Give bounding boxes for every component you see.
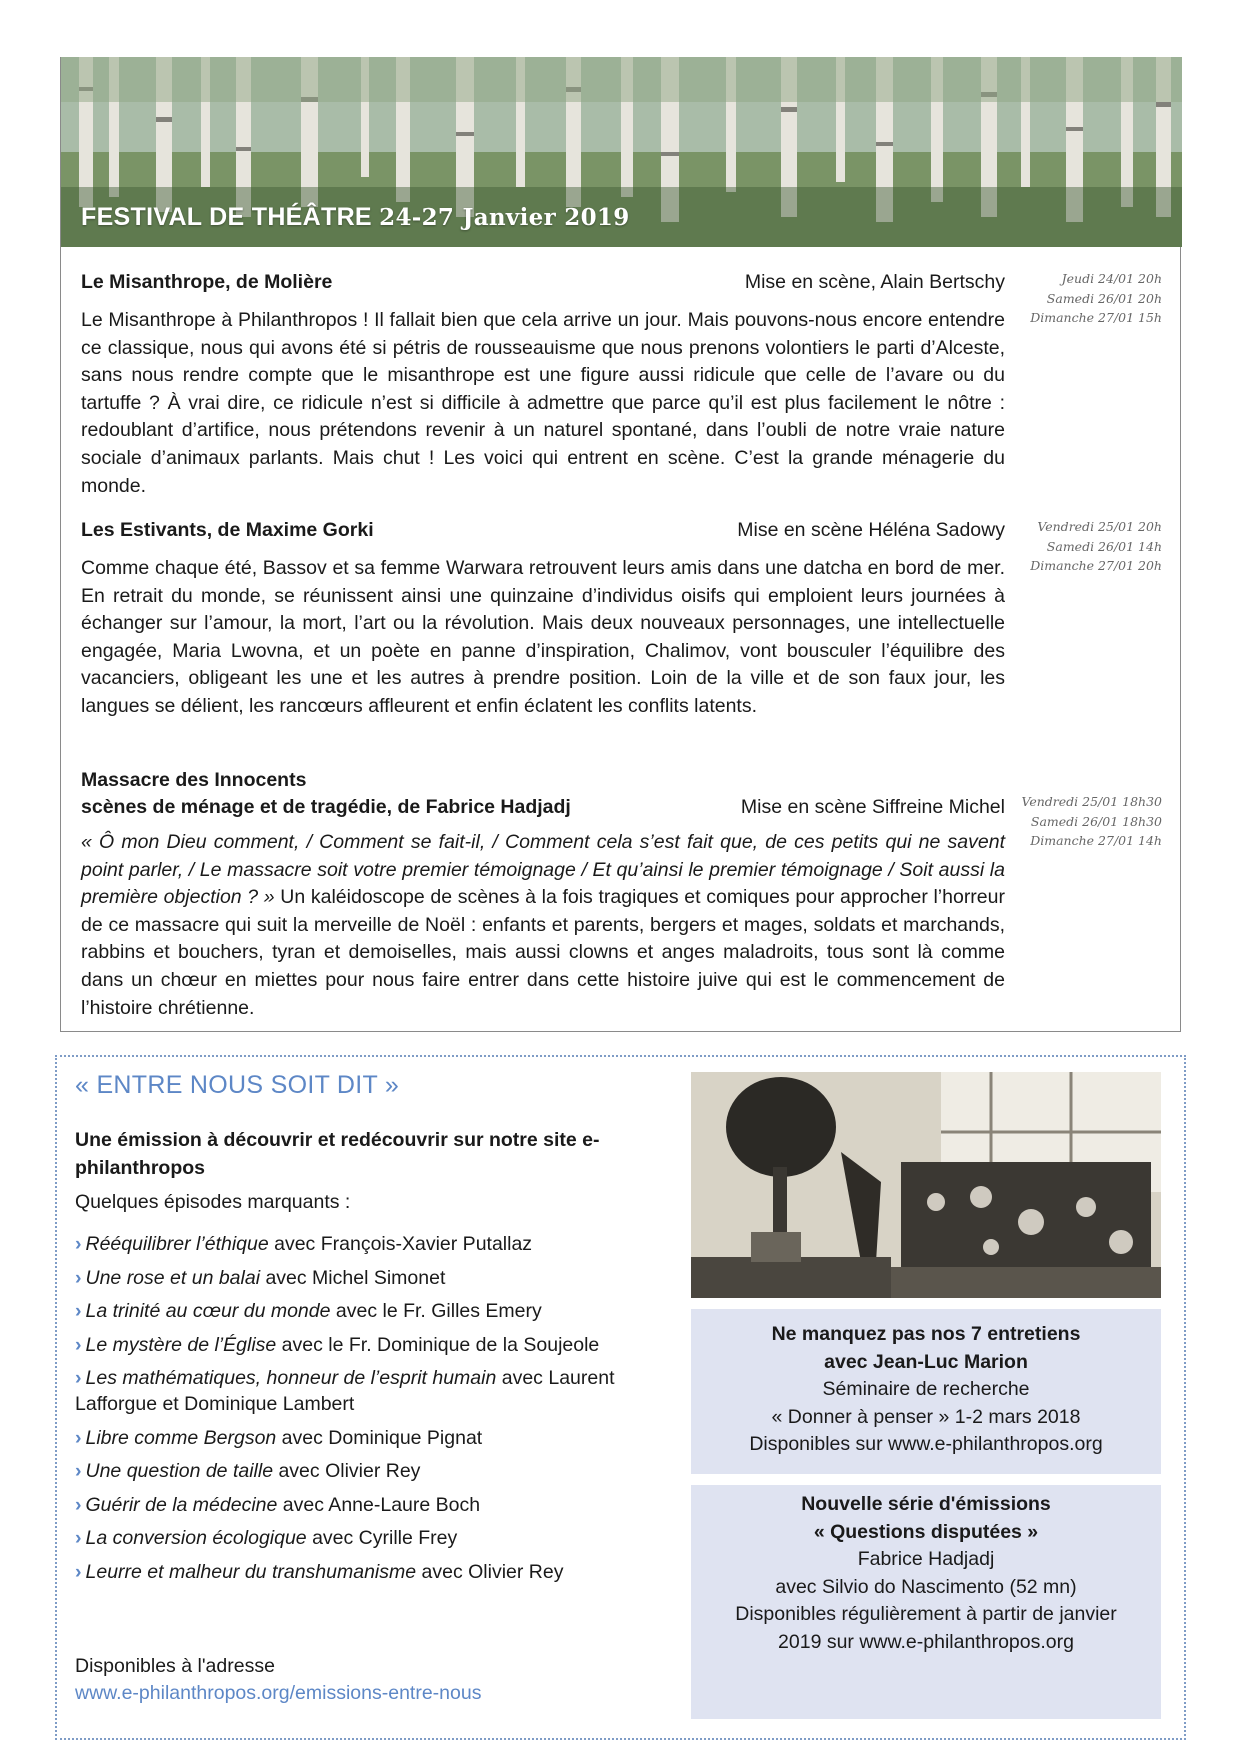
festival-title: [81, 203, 630, 232]
play-director: Mise en scène Héléna Sadowy: [737, 519, 1005, 541]
episode-title: Rééquilibrer l’éthique: [85, 1233, 269, 1255]
episode-title: Guérir de la médecine: [85, 1493, 278, 1516]
episode-guest: avec Dominique Pignat: [276, 1426, 483, 1449]
play-director: Mise en scène Siffreine Michel: [740, 796, 1005, 818]
marion-line-4: « Donner à penser » 1-2 mars 2018: [771, 1405, 1081, 1428]
episode-item: [75, 1425, 635, 1451]
play-schedule: [1012, 517, 1162, 576]
birch-forest-banner: [61, 57, 1182, 247]
play-director: Mise en scène, Alain Bertschy: [744, 271, 1005, 293]
episode-item: [75, 1365, 635, 1417]
episode-title: Les mathématiques, honneur de l’esprit humain: [85, 1367, 497, 1389]
episode-list: [75, 1231, 635, 1592]
play-schedule: [1012, 792, 1162, 851]
vintage-radio-photo: [691, 1072, 1161, 1298]
episode-item: [75, 1231, 635, 1257]
marion-line-3: Séminaire de recherche: [822, 1378, 1030, 1400]
chevron-right-icon: ›: [75, 1367, 82, 1389]
marion-line-1: Ne manquez pas nos 7 entretiens: [771, 1323, 1081, 1345]
play-header: [81, 519, 1005, 547]
questions-line-2: « Questions disputées »: [813, 1520, 1039, 1543]
chevron-right-icon: ›: [75, 1460, 82, 1482]
schedule-line: Samedi 26/01 18h30: [1030, 813, 1162, 829]
play-subtitle: scènes de ménage et de tragédie, de Fabrice Hadjadj: [81, 796, 571, 818]
questions-line-5: Disponibles régulièrement à partir de janvier: [735, 1603, 1117, 1625]
episode-title: La conversion écologique: [85, 1527, 307, 1549]
questions-line-3: Fabrice Hadjadj: [857, 1548, 995, 1570]
entre-nous-subtitle: Une émission à découvrir et redécouvrir sur notre site e-philanthropos: [75, 1129, 600, 1179]
episode-guest: avec Michel Simonet: [260, 1266, 446, 1289]
episode-guest: avec le Fr. Gilles Emery: [330, 1300, 542, 1322]
episode-guest: avec Olivier Rey: [273, 1460, 421, 1482]
episode-title: Une rose et un balai: [85, 1266, 261, 1289]
play-quote: « Ô mon Dieu comment, / Comment se fait-il, / Comment cela s’est fait que, de ces petits qui ne savent point parler, / Le massacre soit votre premier témoignage / Et qu’ainsi le premier témoignage / Soit aussi la première objection ? »: [81, 831, 1005, 909]
episode-title: Une question de taille: [85, 1460, 274, 1482]
episode-title: Leurre et malheur du transhumanisme: [85, 1560, 417, 1583]
schedule-line: Jeudi 24/01 20h: [1061, 271, 1162, 286]
episode-item: [75, 1265, 635, 1291]
schedule-line: Samedi 26/01 14h: [1046, 538, 1162, 554]
entre-nous-title: « ENTRE NOUS SOIT DIT »: [75, 1071, 400, 1099]
schedule-line: Dimanche 27/01 15h: [1030, 310, 1162, 325]
episode-title: Libre comme Bergson: [85, 1426, 277, 1449]
chevron-right-icon: ›: [75, 1560, 82, 1583]
marion-line-2: avec Jean-Luc Marion: [824, 1350, 1028, 1373]
festival-title-text: FESTIVAL DE THÉÂTRE: [81, 203, 372, 231]
play-description-text: Un kaléidoscope de scènes à la fois tragiques et comiques pour approcher l’horreur de ce massacre qui suit la merveille de Noël : enfants et parents, bergers et mages, soldats et marchands, rabbins et bouchers, tyran et demoiselles, mais aussi clowns et anges maladroits, tous sont là comme dans un chœur en miettes pour nous faire entrer dans cette histoire juive qui est le commencement de l’histoire chrétienne.: [81, 886, 1005, 1019]
play-header: [81, 767, 1005, 821]
schedule-line: Vendredi 25/01 18h30: [1021, 794, 1162, 809]
episode-guest: avec Laurent Lafforgue et Dominique Lambert: [75, 1367, 615, 1415]
play-header: [81, 271, 1005, 299]
play-massacre: [81, 767, 1005, 1022]
episode-item: [75, 1458, 635, 1484]
schedule-line: Vendredi 25/01 20h: [1037, 519, 1162, 534]
episodes-link[interactable]: www.e-philanthropos.org/emissions-entre-nous: [75, 1682, 482, 1704]
chevron-right-icon: ›: [75, 1266, 82, 1289]
play-description: Le Misanthrope à Philanthropos ! Il fallait bien que cela arrive un jour. Mais pouvons-nous encore entendre ce classique, nous qui avons été si pétris de rousseauisme que nous prenons volontiers le parti d’Alceste, sans nous rendre compte que le misanthrope est une figure aussi ridicule que celle de l’avare ou du tartuffe ? À vrai dire, ce ridicule n’est si difficile à admettre que parce qu’il est plus facilement le nôtre : redoublant d’artifice, nous prétendons revenir à un naturel spontané, dans l’oubli de notre vraie nature sociale d’animaux parlants. Mais chut ! Les voici qui entrent en scène. C’est la grande ménagerie du monde.: [81, 309, 1005, 497]
marion-line-5: Disponibles sur www.e-philanthropos.org: [749, 1433, 1103, 1455]
episodes-intro: Quelques épisodes marquants :: [75, 1191, 351, 1213]
questions-line-4: avec Silvio do Nascimento (52 mn): [775, 1575, 1077, 1598]
availability-label: Disponibles à l'adresse: [75, 1655, 275, 1677]
episode-guest: avec Anne-Laure Boch: [277, 1493, 481, 1516]
schedule-line: Dimanche 27/01 14h: [1030, 833, 1162, 848]
questions-disputees-box: [691, 1485, 1161, 1719]
chevron-right-icon: ›: [75, 1527, 82, 1549]
episode-guest: avec le Fr. Dominique de la Soujeole: [276, 1333, 600, 1356]
chevron-right-icon: ›: [75, 1233, 82, 1255]
entre-nous-section: [55, 1055, 1186, 1740]
chevron-right-icon: ›: [75, 1493, 82, 1516]
play-description: [81, 829, 1005, 1022]
episode-guest: avec Olivier Rey: [416, 1560, 564, 1583]
episode-item: [75, 1559, 635, 1585]
questions-line-1: Nouvelle série d'émissions: [801, 1493, 1051, 1515]
play-schedule: [1012, 269, 1162, 328]
questions-line-6: 2019 sur www.e-philanthropos.org: [778, 1630, 1074, 1653]
play-title: Massacre des Innocents: [81, 769, 307, 791]
festival-section: [60, 57, 1181, 1032]
episode-title: La trinité au cœur du monde: [85, 1300, 331, 1322]
chevron-right-icon: ›: [75, 1426, 82, 1449]
play-estivants: [81, 519, 1005, 721]
episode-guest: avec Cyrille Frey: [306, 1527, 458, 1549]
episode-item: [75, 1298, 635, 1324]
episode-item: [75, 1332, 635, 1358]
play-misanthrope: [81, 271, 1005, 500]
episode-guest: avec François-Xavier Putallaz: [268, 1233, 533, 1255]
play-title: Le Misanthrope, de Molière: [81, 271, 333, 293]
vintage-radio-illustration: [691, 1072, 1161, 1298]
schedule-line: Samedi 26/01 20h: [1046, 290, 1162, 306]
chevron-right-icon: ›: [75, 1333, 82, 1356]
chevron-right-icon: ›: [75, 1300, 82, 1322]
schedule-line: Dimanche 27/01 20h: [1030, 558, 1162, 573]
play-title: Les Estivants, de Maxime Gorki: [81, 519, 374, 541]
episode-item: [75, 1525, 635, 1551]
episode-title: Le mystère de l’Église: [85, 1333, 277, 1356]
episode-item: [75, 1492, 635, 1518]
marion-info-box: [691, 1309, 1161, 1474]
play-description: Comme chaque été, Bassov et sa femme Warwara retrouvent leurs amis dans une datcha en bord de mer. En retrait du monde, se réunissent ainsi une quinzaine d’individus oisifs qui emploient leurs journées à échanger sur l’amour, la mort, l’art ou la révolution. Mais deux nouveaux personnages, une intellectuelle engagée, Maria Lwovna, et un poète en panne d’inspiration, Chalimov, vont bousculer l’équilibre des vacanciers, obligeant les une et les autres à prendre position. Loin de la ville et de son faux jour, les langues se délient, les rancœurs affleurent et enfin éclatent les conflits latents.: [81, 557, 1005, 717]
festival-dates: 24-27 Janvier 2019: [379, 204, 630, 231]
